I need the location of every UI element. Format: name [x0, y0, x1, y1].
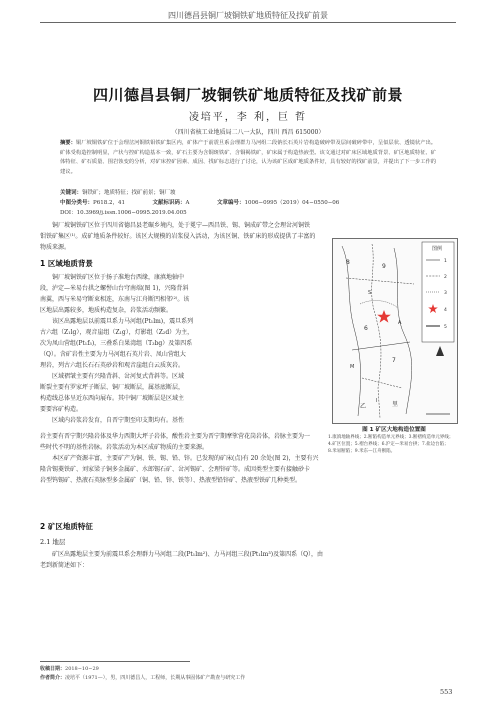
legend-number: 1	[444, 259, 447, 264]
article-no-label: 文章编号：	[216, 200, 245, 206]
body-line: 矿区出露地层主要为前震旦系会理群力马河组二段(Pt₁lm²)、力马河组三段(Pt₁lm³)及第四系（Q），由	[52, 551, 324, 558]
footnote-received	[40, 665, 99, 672]
body-line: 本区矿产资源丰富，主要矿产为铜、铁、锡、铅、锌。已发现的矿床(点)有 20 余处(图 2)，主要有兴	[52, 455, 319, 462]
map-label: 里	[392, 401, 399, 408]
body-line: 区域内岩浆岩发育，自晋宁期至印支期均有。基性	[52, 417, 185, 424]
page-number: 553	[440, 688, 453, 696]
body-line: 段，泸定—米易台拱之螺髻山台穹南端(图 1)，兴隆背斜	[40, 285, 189, 292]
body-line: 断裂主要有罗家坪子断层、铜厂坡断层，属基底断层，	[40, 384, 185, 391]
footnote-author	[40, 674, 245, 681]
received-date: 2018−10−29	[65, 666, 99, 672]
doc-code-label: 文献标识码：	[152, 200, 186, 206]
map-label: S	[368, 290, 372, 296]
map-label: A	[398, 320, 402, 326]
doi: DOI：10.3969/j.issn.1006−0995.2019.04.005	[60, 210, 187, 216]
received-label: 收稿日期：	[40, 666, 66, 672]
map-label: I	[376, 398, 378, 404]
figure-legend-line: 1.康滇地轴界线；2.断陷构造单元界线；3.断褶构造单元界线；	[328, 435, 454, 440]
keywords	[60, 188, 438, 196]
body-line: 隆含锡菱铁矿、刘家梁子铜多金属矿、水郎锡石矿、岔河锡矿、会理锌矿等。成因类型主要有接触砂卡	[40, 466, 311, 473]
map-label: 8	[346, 259, 350, 266]
body-line: 岩型钨锡矿、热液石英脉型多金属矿（铜、铅、锌、铁等）、热液型铅锌矿、热液型铁矿几种类型。	[40, 477, 302, 484]
body-line: 岩主要有晋宁期兴隆岩体及华力西期大坪子岩体，酸性岩主要为晋宁期摩挲营花岗岩体，岩脉主要为一	[40, 433, 311, 440]
abstract	[60, 139, 438, 177]
classification-label: 中图分类号：	[60, 200, 94, 206]
abstract-text: 铜厂坡铜铁矿位于会理岔河铜铁钼铁矿集区内，矿体产于前震旦系会理群力马河组二段钠长石英片岩构造破碎带及层间破碎带中，呈似层状、透镜状产出。矿体受构造控制明显，产状与控矿构造基本一致，矿石主要为含铜斑铁矿、含铜褐铁矿，矿床属于构造热液型。该文通过对矿床区域地质背景、矿区地质特征、矿体特征、矿石质量、围岩蚀变的分析，对矿床控矿因素、成因、找矿标志进行了讨论，认为该矿区成矿地质条件好，具有较好的找矿前景，并提出了下一步工作的建议。	[60, 140, 437, 175]
figure-caption: 图 1 矿区大地构造位置图	[362, 427, 426, 433]
intro-line: 铜厂坡铜铁矿区位于四川省德昌县老碾乡境内，处于冕宁—西昌铁、锡、铜成矿带之会理岔河铜铁	[52, 222, 311, 229]
intro-line: 物质来源。	[40, 244, 71, 251]
body-line: 构造线总体呈近东西向展布。其中铜厂坡断层是区域主	[40, 395, 185, 402]
keywords-text: 铜铁矿；地质特征；找矿前景；铜厂坡	[82, 190, 176, 196]
footnote-rule	[40, 661, 190, 662]
legend-number: 5	[444, 325, 447, 330]
running-header: 四川德昌县铜厂坡铜铁矿地质特征及找矿前景	[168, 11, 328, 20]
author-bio-label: 作者简介：	[40, 675, 66, 681]
intro-line: 钼铁矿集区⁽¹⁾。成矿地质条件较好。该区大规模的岩浆侵入活动，为该区铜、铁矿床的形成提供了丰富的	[40, 233, 316, 240]
legend-number: 3	[444, 291, 447, 296]
figure-legend-text	[328, 434, 462, 455]
body-line: 理岩，列古六组长石石英砂岩和观音崖组白云质灰岩。	[40, 362, 185, 369]
body-line: 区地层出露较多，地质构造复杂，岩浆活动频繁。	[40, 307, 173, 314]
body-line: 区域褶皱主要有兴隆背斜、岔河复式背斜等。区域	[52, 373, 185, 380]
legend-number: 4	[444, 308, 447, 313]
body-line: （Q）。含矿岩性主要为力马河组石英片岩、凤山营组大	[40, 351, 186, 358]
body-line: 该区出露地层以前震旦系力马河组(Pt₁lm)，震旦系列	[52, 318, 194, 325]
doc-code-text: A	[185, 200, 190, 206]
legend-number: 2	[444, 275, 447, 280]
map-label: 6	[364, 325, 368, 332]
classification-row	[60, 198, 438, 206]
paper-title: 四川德昌县铜厂坡铜铁矿地质特征及找矿前景	[92, 86, 403, 104]
body-line: 古六组（Z₁lg），观音崖组（Z₁g），灯影组（Z₂d）为主，	[40, 329, 194, 336]
tectonic-map	[332, 238, 458, 424]
classification-text: P618.2，41	[93, 200, 125, 206]
body-line: 些时代不明的基性岩脉。岩浆活动为本区成矿物质的主要来源。	[40, 444, 209, 451]
figure-legend-line: 4.矿区位置；5.褶台界线；6.沪定—米易台拱；7.盐边台陷；	[328, 442, 449, 447]
body-line: 南翼，西与米易穹断束相连，东南与江舟断凹相邻⁽²⁾。该	[40, 296, 190, 303]
section-2-heading: 2 矿区地质特征	[40, 522, 93, 531]
map-label: M	[350, 364, 355, 370]
map-label: 9	[382, 263, 386, 270]
section-1-column-text	[40, 272, 330, 426]
keywords-label: 关键词：	[60, 190, 83, 196]
tectonic-map-figure	[332, 238, 458, 424]
map-label: 乙	[360, 403, 367, 410]
author-bio: 凌培平（1971—），男，四川德昌人，工程师，长期从事固体矿产勘查与研究工作	[65, 675, 246, 681]
section-1-heading: 1 区域地质背景	[40, 259, 93, 268]
subsection-2-1-heading: 2.1 地层	[40, 538, 66, 546]
abstract-label: 摘要：	[60, 140, 76, 146]
figure-legend-line: 8.米易断陷；9.米东—江舟断陷。	[328, 449, 396, 454]
body-line: 铜厂坡铜铁矿区位于扬子准地台西缘，康滇地轴中	[52, 274, 185, 281]
header-rule	[40, 22, 456, 23]
section-2-text	[40, 549, 460, 571]
map-legend-title: 图例	[432, 246, 443, 252]
paper-affiliation: （四川省核工业地质局二八一大队，四川 西昌 615000）	[171, 129, 325, 136]
paper-authors: 凌培平，李 利，巨 哲	[188, 112, 308, 123]
map-label: 7	[392, 357, 396, 364]
body-line: 老到新简述如下：	[40, 562, 89, 569]
body-line: 要要容矿构造。	[40, 406, 83, 413]
article-no-text: 1006−0995（2019）04−0550−06	[244, 200, 340, 206]
body-line: 次为凤山营组(Pt₁f₃)，三叠系白果湾组（T₃bg）及第四系	[40, 340, 193, 347]
